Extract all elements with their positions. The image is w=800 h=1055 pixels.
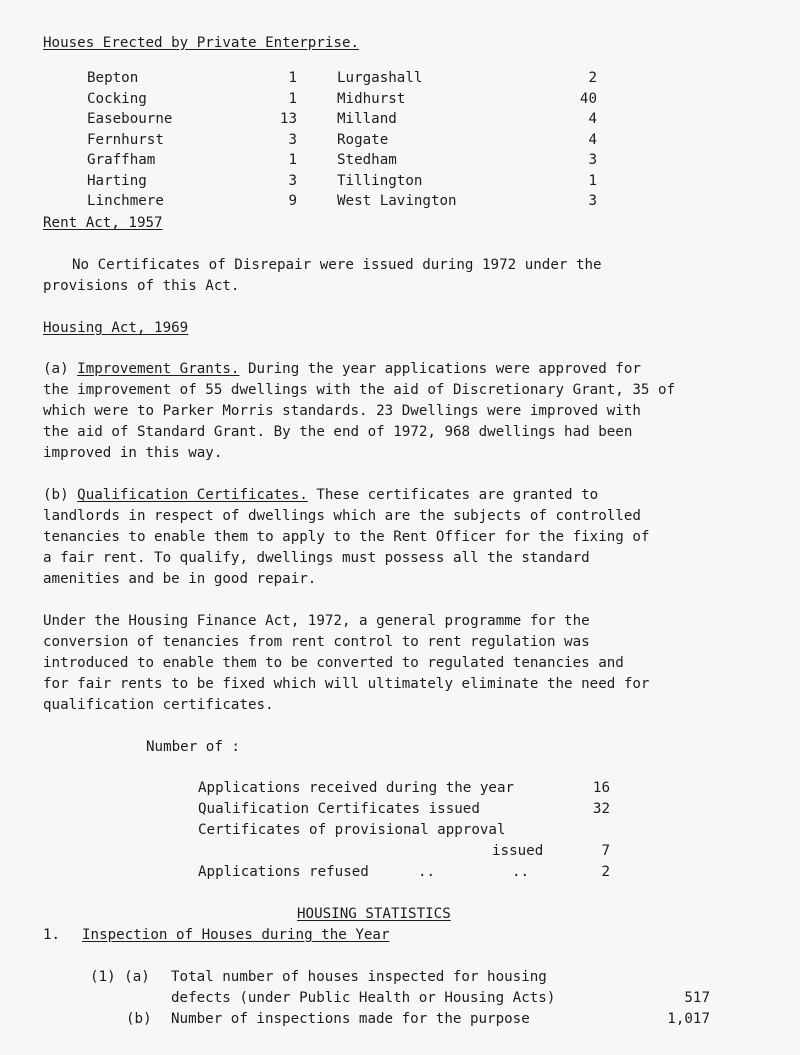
rent-act-heading: Rent Act, 1957 bbox=[43, 215, 163, 231]
section-title: Inspection of Houses during the Year bbox=[82, 927, 390, 943]
numbers-row-label: Certificates of provisional approval bbox=[198, 822, 506, 838]
section-number: 1. bbox=[43, 927, 61, 943]
numbers-row-label: Applications received during the year bbox=[198, 780, 515, 796]
item-text-line: Total number of houses inspected for housing bbox=[171, 969, 547, 985]
houses-table-row bbox=[87, 89, 597, 110]
left-district-name: Graffham bbox=[87, 152, 156, 168]
right-district-name: Lurgashall bbox=[337, 70, 423, 86]
paragraph-a-line: the aid of Standard Grant. By the end of 1972, 968 dwellings had been bbox=[43, 424, 633, 440]
numbers-row-value: 7 bbox=[601, 843, 610, 859]
left-district-name: Fernhurst bbox=[87, 131, 164, 148]
finance-act-line: conversion of tenancies from rent control to rent regulation was bbox=[43, 634, 590, 650]
finance-act-line: Under the Housing Finance Act, 1972, a general programme for the bbox=[43, 613, 590, 629]
rent-act-text-line: provisions of this Act. bbox=[43, 278, 240, 294]
houses-table-row bbox=[87, 150, 597, 171]
left-house-count: 3 bbox=[288, 131, 297, 148]
numbers-row-label: Applications refused bbox=[198, 864, 369, 880]
item-label: (b) bbox=[126, 1011, 152, 1027]
item-text-line: Number of inspections made for the purpose bbox=[171, 1011, 530, 1027]
left-house-count: 13 bbox=[279, 111, 297, 127]
numbers-row-value: 32 bbox=[592, 801, 610, 817]
paragraph-a-label: (a) bbox=[43, 361, 69, 377]
right-district-name: West Lavington bbox=[337, 193, 457, 209]
right-house-count: 4 bbox=[588, 111, 597, 127]
houses-table-row bbox=[87, 191, 597, 212]
left-district-name: Bepton bbox=[87, 70, 139, 86]
item-value: 517 bbox=[684, 990, 710, 1006]
paragraph-b-first-line bbox=[43, 485, 598, 506]
paragraph-a-line: which were to Parker Morris standards. 23 Dwellings were improved with bbox=[43, 403, 641, 419]
houses-table bbox=[87, 68, 597, 212]
paragraph-b-line: a fair rent. To qualify, dwellings must possess all the standard bbox=[43, 550, 590, 566]
right-district-name: Rogate bbox=[337, 131, 389, 148]
paragraph-a-title: Improvement Grants. bbox=[77, 361, 240, 377]
houses-table-row bbox=[87, 109, 597, 130]
houses-table-row bbox=[87, 130, 597, 151]
numbers-row-label-continued: issued bbox=[492, 843, 544, 859]
numbers-row-label: Qualification Certificates issued bbox=[198, 801, 480, 817]
left-house-count: 1 bbox=[288, 70, 297, 86]
item-text-line: defects (under Public Health or Housing Acts) bbox=[171, 990, 556, 1006]
right-house-count: 2 bbox=[588, 70, 597, 86]
numbers-row-value: 16 bbox=[592, 780, 610, 796]
leader-dots: .. bbox=[418, 864, 436, 880]
numbers-row-value: 2 bbox=[601, 864, 610, 880]
rent-act-text-line: No Certificates of Disrepair were issued during 1972 under the bbox=[72, 257, 602, 273]
right-house-count: 4 bbox=[588, 131, 597, 148]
left-district-name: Cocking bbox=[87, 90, 147, 107]
houses-table-row bbox=[87, 68, 597, 89]
right-house-count: 40 bbox=[579, 90, 597, 107]
paragraph-b-text: These certificates are granted to bbox=[316, 487, 599, 503]
paragraph-b-line: tenancies to enable them to apply to the Rent Officer for the fixing of bbox=[43, 529, 650, 545]
paragraph-a-line: improved in this way. bbox=[43, 445, 223, 461]
right-district-name: Midhurst bbox=[337, 90, 406, 107]
left-house-count: 3 bbox=[288, 172, 297, 189]
numbers-intro: Number of : bbox=[146, 739, 240, 755]
page-heading: Houses Erected by Private Enterprise. bbox=[43, 35, 360, 51]
right-house-count: 3 bbox=[588, 193, 597, 209]
right-district-name: Milland bbox=[337, 111, 397, 127]
paragraph-b-line: amenities and be in good repair. bbox=[43, 571, 317, 587]
item-label: (1) (a) bbox=[90, 969, 150, 985]
right-district-name: Stedham bbox=[337, 152, 397, 168]
statistics-heading: HOUSING STATISTICS bbox=[297, 906, 451, 922]
right-house-count: 1 bbox=[588, 172, 597, 189]
left-district-name: Linchmere bbox=[87, 193, 164, 209]
left-district-name: Easebourne bbox=[87, 111, 173, 127]
left-district-name: Harting bbox=[87, 172, 147, 189]
paragraph-b-line: landlords in respect of dwellings which are the subjects of controlled bbox=[43, 508, 641, 524]
paragraph-a-line: the improvement of 55 dwellings with the aid of Discretionary Grant, 35 of bbox=[43, 382, 676, 398]
left-house-count: 9 bbox=[288, 193, 297, 209]
right-district-name: Tillington bbox=[337, 172, 423, 189]
right-house-count: 3 bbox=[588, 152, 597, 168]
paragraph-b-label: (b) bbox=[43, 487, 69, 503]
item-value: 1,017 bbox=[667, 1011, 710, 1027]
finance-act-line: qualification certificates. bbox=[43, 697, 274, 713]
left-house-count: 1 bbox=[288, 90, 297, 107]
left-house-count: 1 bbox=[288, 152, 297, 168]
finance-act-line: for fair rents to be fixed which will ultimately eliminate the need for bbox=[43, 676, 650, 692]
finance-act-line: introduced to enable them to be converted to regulated tenancies and bbox=[43, 655, 624, 671]
paragraph-a-text: During the year applications were approved for bbox=[248, 361, 641, 377]
houses-table-row bbox=[87, 171, 597, 192]
paragraph-a-first-line bbox=[43, 359, 641, 380]
housing-act-heading: Housing Act, 1969 bbox=[43, 320, 189, 336]
paragraph-b-title: Qualification Certificates. bbox=[77, 487, 308, 503]
leader-dots: .. bbox=[512, 864, 530, 880]
